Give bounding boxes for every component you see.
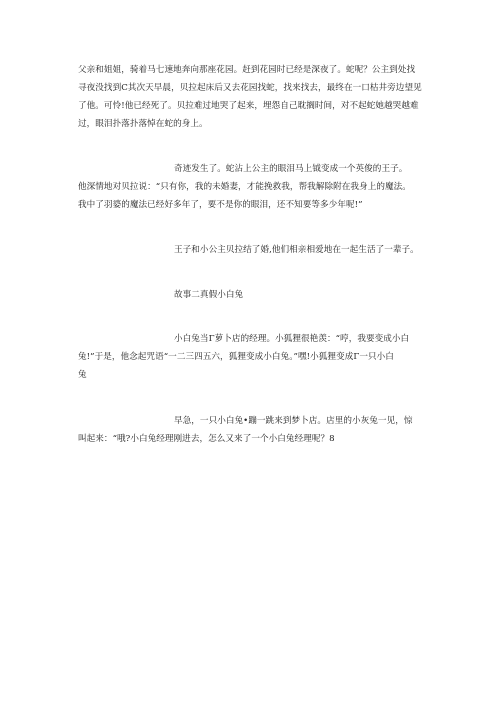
paragraph-line: 早急，一只小白兔•蹦一跳来到梦卜店。店里的小灰兔一见，惊 bbox=[174, 416, 413, 426]
paragraph-line: 小白兔当Γ萝卜店的经理。小狐狸很艳羡：“哼，我要变成小白 bbox=[174, 334, 410, 344]
paragraph-line: 兔!”于是，他念起咒语“一二三四五六，狐狸变成小白兔。”嘿!小狐狸变成Γ一只小白 bbox=[78, 352, 394, 362]
paragraph-line: 奇迹发生了。蛇沾上公主的眼泪马上钺变成一个英俊的王子。 bbox=[174, 164, 408, 174]
paragraph-line: 父亲和姐姐，骑着马七速地奔向那座花园。赶到花园时已经是深夜了。蛇呢？公主到处找 bbox=[78, 65, 416, 75]
paragraph-line: 我中了羽婆的魔法已经好多年了，要不是你的眼泪，还不知要等多少年呢!” bbox=[78, 200, 363, 210]
paragraph-line: 王子和小公主贝拉结了婚,他们相亲相爱地在一起生活了一辈子。 bbox=[174, 245, 419, 255]
paragraph-line: 寻夜没找到C其次天早晨，贝拉起床后又去花园找蛇，找来找去，最终在一口枯井旁边望见 bbox=[78, 83, 422, 93]
paragraph-line: 他深情地对贝拉说：“只有你，我的未婚妻，才能挽救我，帮我解除附在我身上的魔法。 bbox=[78, 182, 411, 192]
paragraph-line: 了他。可怜!他已经死了。贝拉难过地哭了起来，埋怨自己耽搁时间，对不起蛇她越哭越难 bbox=[78, 101, 419, 111]
section-title: 故事二真假小白兔 bbox=[174, 290, 244, 300]
paragraph-line: 叫起来：“哦?小白兔经理刚进去，怎么又来了一个小白兔经理呢？8 bbox=[78, 434, 335, 444]
paragraph-line: 兔 bbox=[78, 370, 87, 380]
paragraph-line: 过，眼泪扑落扑落悼在蛇的身上。 bbox=[78, 119, 208, 129]
